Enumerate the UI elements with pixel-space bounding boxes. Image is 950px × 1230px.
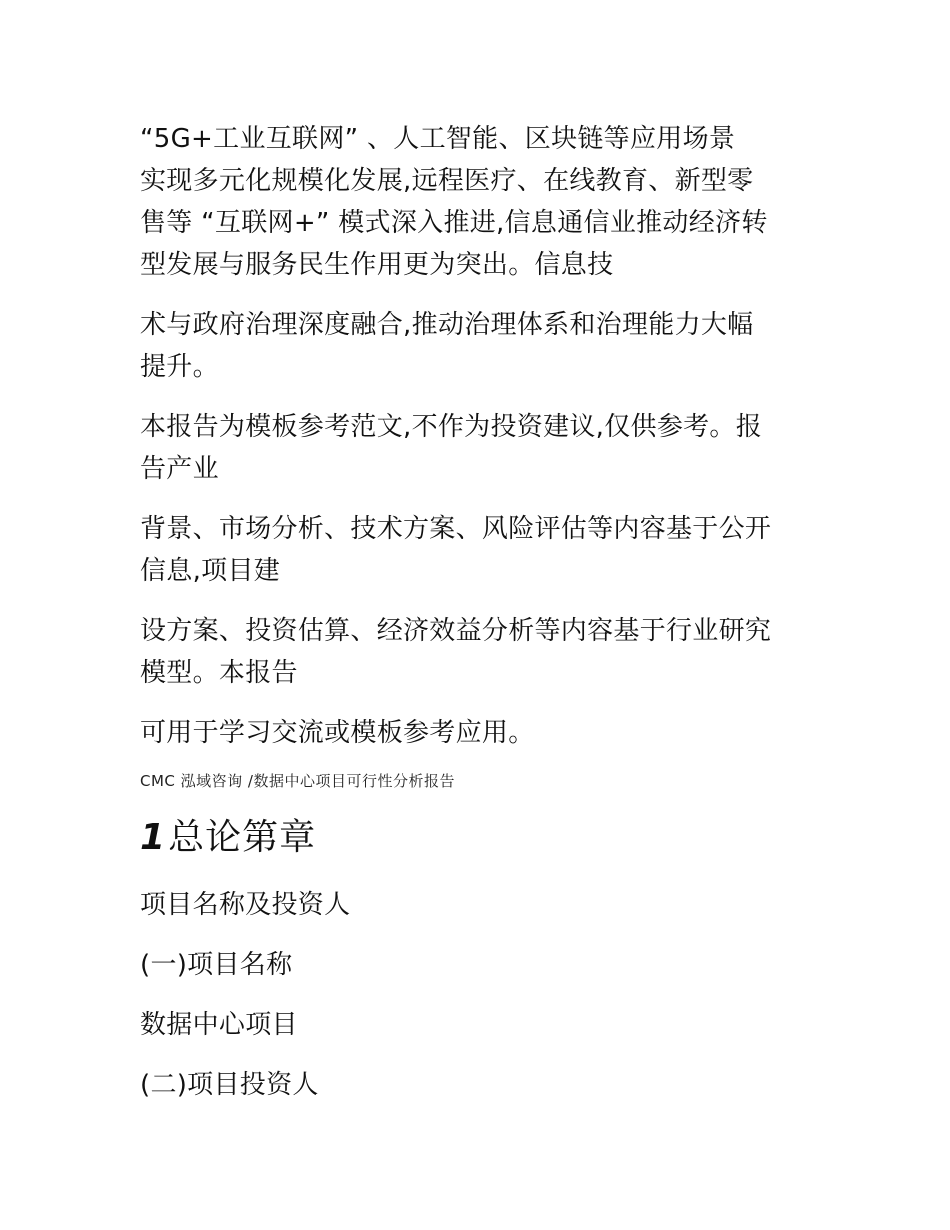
paragraph-background [140, 508, 830, 592]
text-line: 告产业 [140, 454, 219, 484]
chapter-number: 1 [140, 817, 167, 858]
text-line: 信息,项目建 [140, 556, 281, 586]
text-line: 型发展与服务民生作用更为突出。信息技 [140, 250, 614, 280]
paragraph-intro [140, 118, 830, 286]
subsection-project-investor: (二)项目投资人 [140, 1070, 319, 1100]
chapter-title-text: 总论第章 [168, 817, 317, 858]
text-line: 模型。本报告 [140, 658, 298, 688]
paragraph-disclaimer [140, 406, 830, 490]
section-heading-project-name-investor: 项目名称及投资人 [140, 890, 351, 920]
text-line: “5G+工业互联网” 、人工智能、区块链等应用场景 [140, 124, 736, 154]
text-line: 可用于学习交流或模板参考应用。 [140, 718, 535, 748]
paragraph-plan [140, 610, 830, 694]
text-line: 背景、市场分析、技术方案、风险评估等内容基于公开 [140, 514, 772, 544]
text-line: 术与政府治理深度融合,推动治理体系和治理能力大幅 [140, 310, 754, 340]
text-line: 设方案、投资估算、经济效益分析等内容基于行业研究 [140, 616, 772, 646]
subsection-project-name: (一)项目名称 [140, 950, 293, 980]
document-page [140, 118, 830, 1124]
text-line: 提升。 [140, 352, 219, 382]
project-name-value: 数据中心项目 [140, 1010, 298, 1040]
paragraph-usage [140, 712, 830, 754]
running-header: CMC 泓域咨询 /数据中心项目可行性分析报告 [140, 772, 455, 790]
text-line: 本报告为模板参考范文,不作为投资建议,仅供参考。报 [140, 412, 763, 442]
chapter-heading [140, 810, 830, 866]
text-line: 实现多元化规模化发展,远程医疗、在线教育、新型零 [140, 166, 754, 196]
text-line: 售等 “互联网+” 模式深入推进,信息通信业推动经济转 [140, 208, 768, 238]
paragraph-governance [140, 304, 830, 388]
